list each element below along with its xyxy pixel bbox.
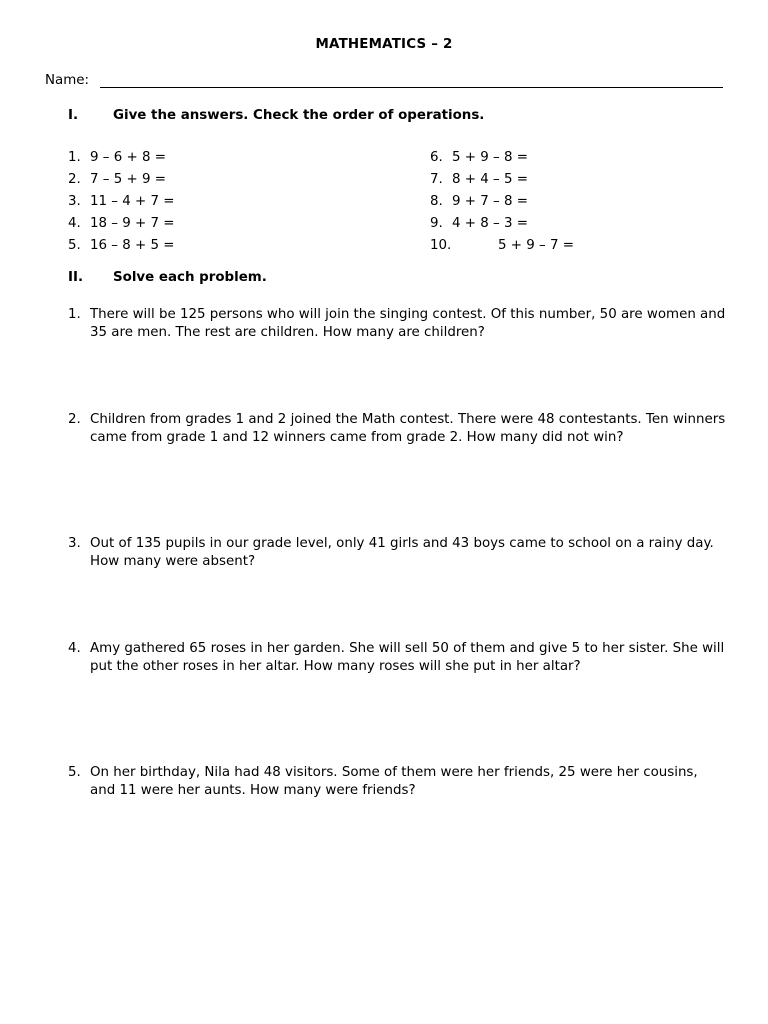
exercise-item [430, 150, 730, 168]
exercise-number: 1. [68, 150, 81, 165]
exercise-item [430, 216, 730, 234]
exercise-item [430, 172, 730, 190]
exercise-number: 9. [430, 216, 443, 231]
problem-text: On her birthday, Nila had 48 visitors. Some of them were her friends, 25 were her cousins, and 11 were her aunts. How many were friends? [90, 765, 698, 798]
exercise-expression: 4 + 8 – 3 = [452, 216, 528, 231]
exercise-item [68, 238, 368, 256]
problem-text: Children from grades 1 and 2 joined the Math contest. There were 48 contestants. Ten winners came from grade 1 and 12 winners came from grade 2. How many did not win? [90, 412, 726, 445]
problem-number: 5. [68, 765, 81, 780]
exercise-expression: 5 + 9 – 7 = [498, 238, 574, 253]
exercise-item [430, 238, 730, 256]
section-2-numeral: II. [68, 270, 84, 285]
problem-number: 2. [68, 412, 81, 427]
exercise-expression: 7 – 5 + 9 = [90, 172, 166, 187]
page-title: MATHEMATICS – 2 [315, 37, 453, 52]
exercise-number: 10. [430, 238, 452, 253]
exercise-number: 7. [430, 172, 443, 187]
problem-number: 3. [68, 536, 81, 551]
section-1-heading [68, 108, 728, 126]
exercise-item [68, 194, 368, 212]
exercise-item [430, 194, 730, 212]
section-1-instructions: Give the answers. Check the order of operations. [113, 108, 485, 123]
exercise-number: 3. [68, 194, 81, 209]
problem-text: Amy gathered 65 roses in her garden. She will sell 50 of them and give 5 to her sister. She will put the other roses in her altar. How many roses will she put in her altar? [90, 641, 725, 674]
exercise-item [68, 172, 368, 190]
problem-text: Out of 135 pupils in our grade level, only 41 girls and 43 boys came to school on a rainy day. How many were absent? [90, 536, 714, 569]
section-2-heading [68, 270, 728, 288]
name-field-row [45, 73, 723, 91]
section-1-numeral: I. [68, 108, 79, 123]
section-2-instructions: Solve each problem. [113, 270, 267, 285]
exercise-expression: 9 – 6 + 8 = [90, 150, 166, 165]
name-label: Name: [45, 73, 90, 88]
exercise-number: 4. [68, 216, 81, 231]
exercise-number: 6. [430, 150, 443, 165]
exercise-expression: 16 – 8 + 5 = [90, 238, 175, 253]
problem-text: There will be 125 persons who will join the singing contest. Of this number, 50 are women and 35 are men. The rest are children. How many are children? [90, 307, 726, 340]
exercise-expression: 5 + 9 – 8 = [452, 150, 528, 165]
exercise-number: 5. [68, 238, 81, 253]
exercise-expression: 9 + 7 – 8 = [452, 194, 528, 209]
problem-number: 4. [68, 641, 81, 656]
exercise-number: 2. [68, 172, 81, 187]
name-blank-line [100, 87, 723, 88]
problem-number: 1. [68, 307, 81, 322]
exercise-expression: 18 – 9 + 7 = [90, 216, 175, 231]
exercise-expression: 8 + 4 – 5 = [452, 172, 528, 187]
exercise-number: 8. [430, 194, 443, 209]
exercise-expression: 11 – 4 + 7 = [90, 194, 175, 209]
exercise-item [68, 150, 368, 168]
exercise-item [68, 216, 368, 234]
